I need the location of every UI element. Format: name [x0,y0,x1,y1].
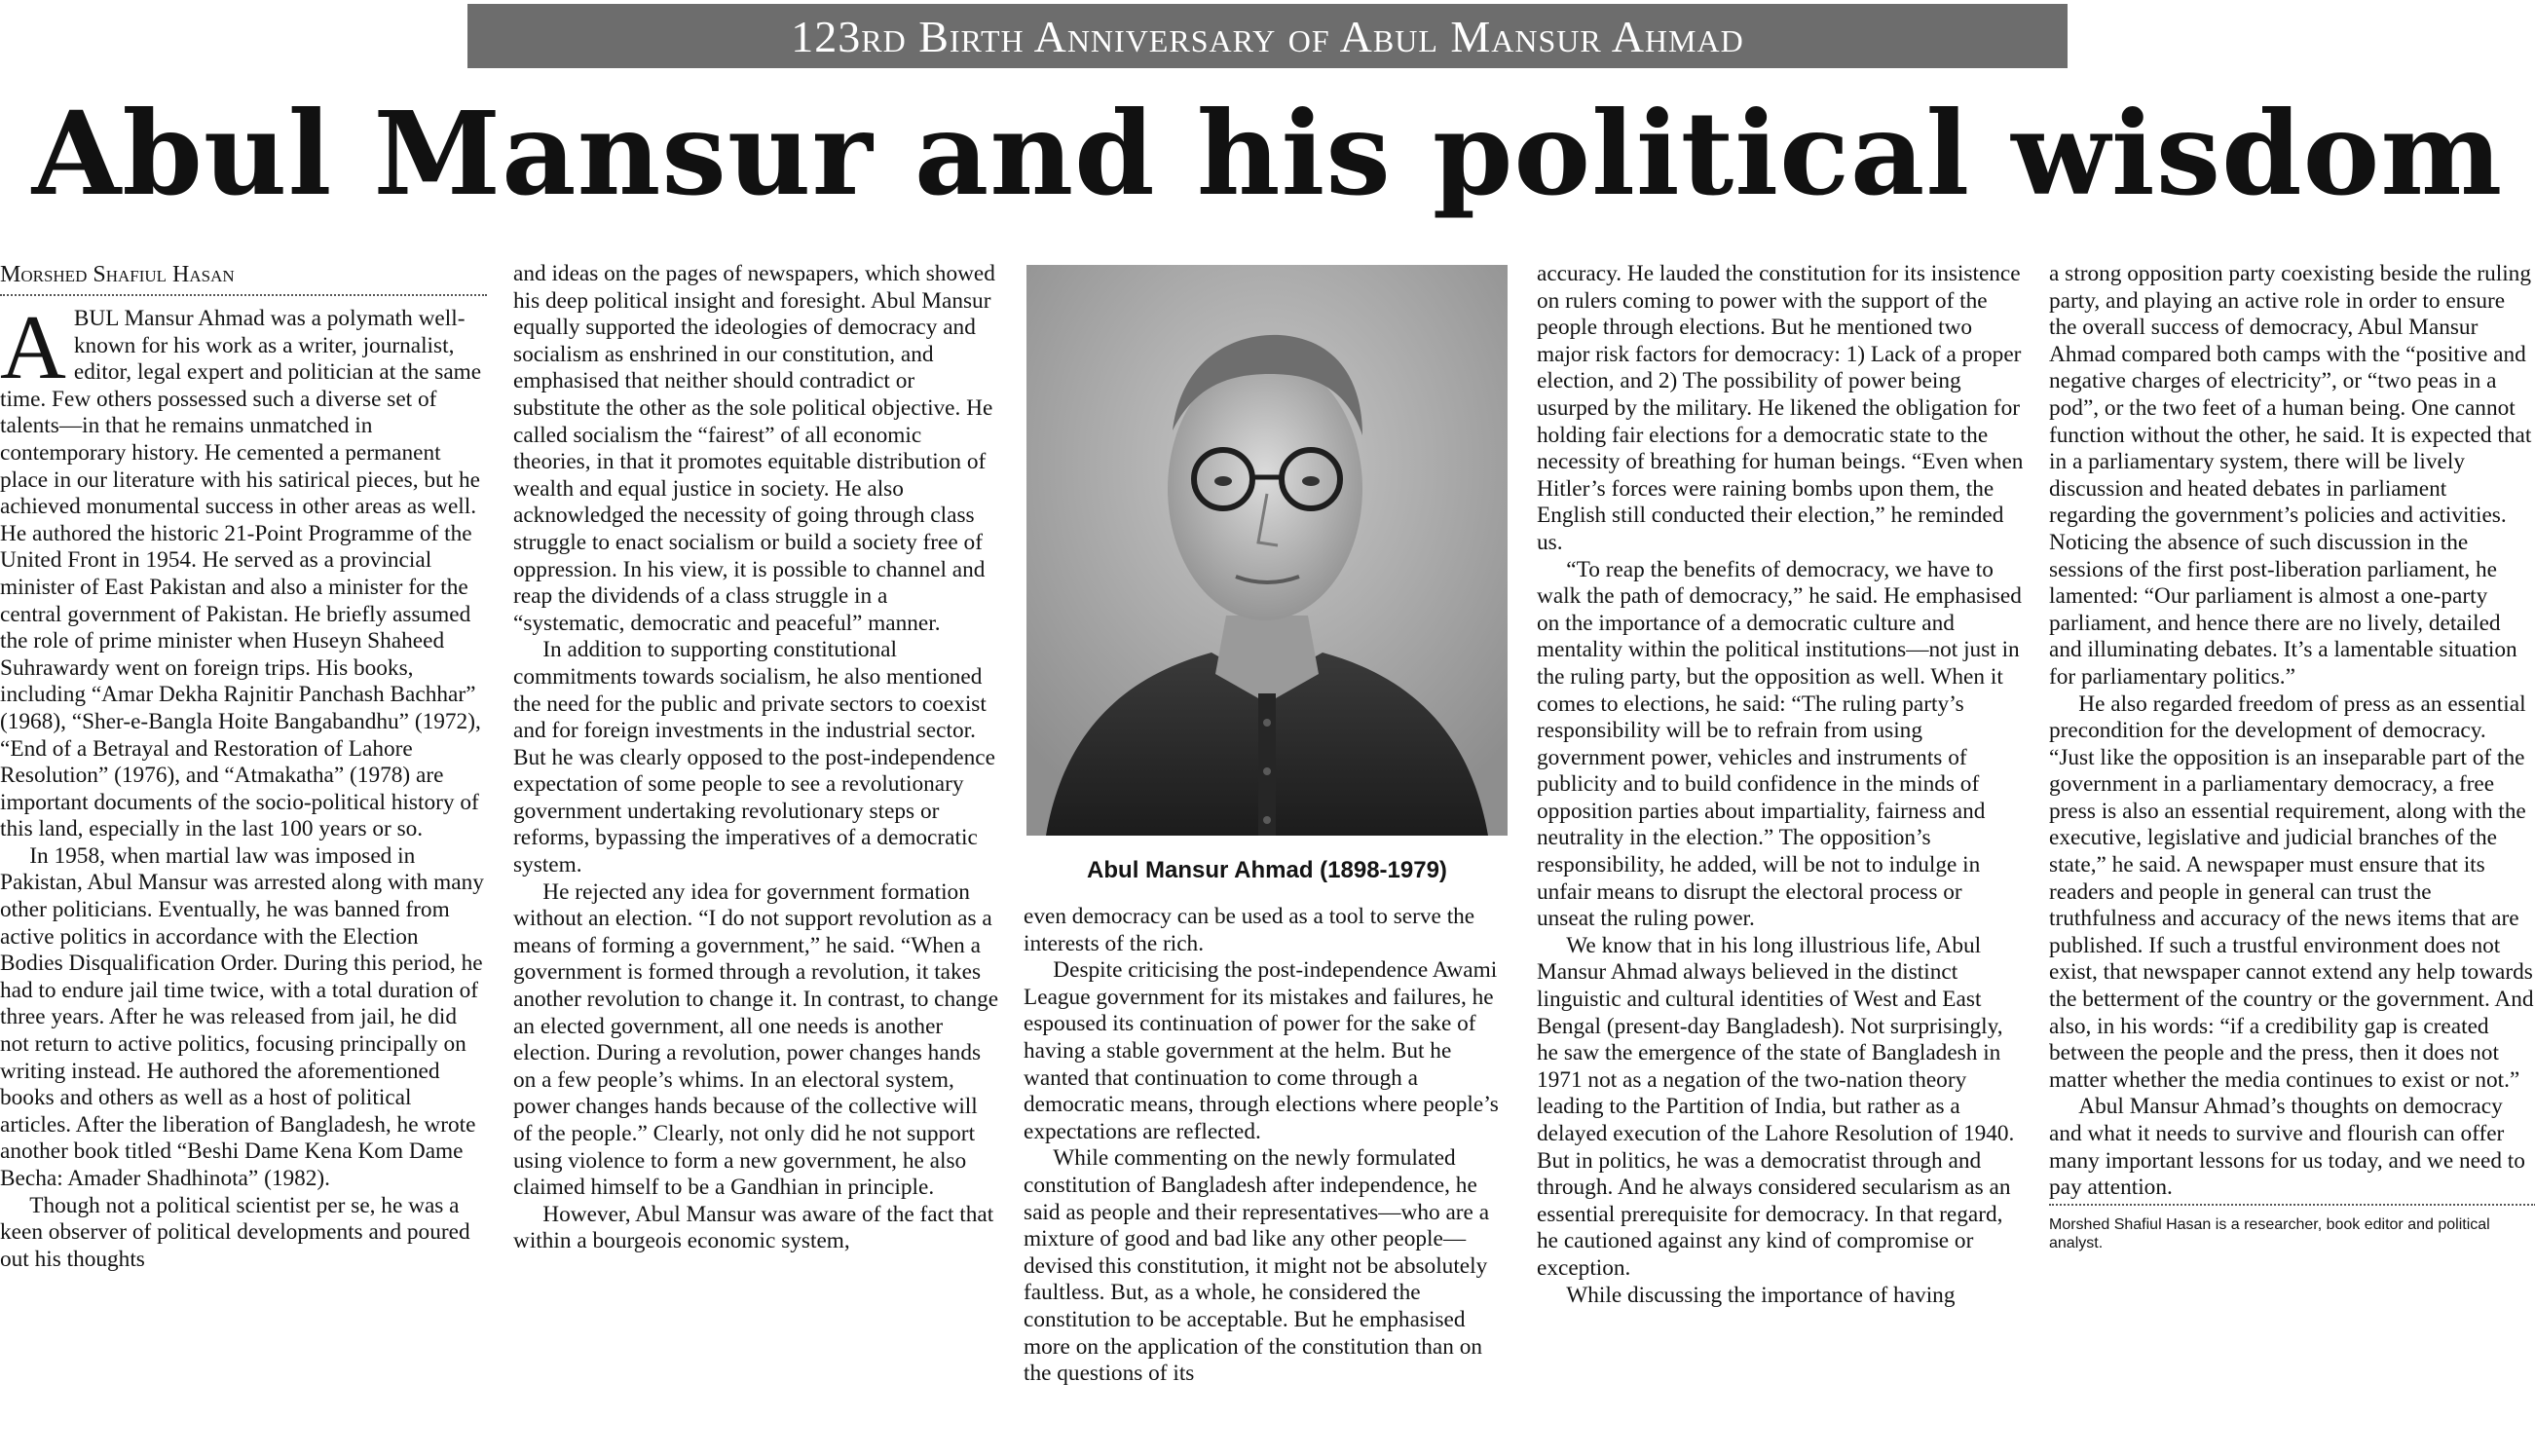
article-paragraph: Abul Mansur Ahmad’s thoughts on democracy and what it needs to survive and flourish can offer many important lessons for us today, and we need to pay attention. [2049,1094,2525,1201]
article-paragraph: While commenting on the newly formulated constitution of Bangladesh after independence, he said as people and their representatives—who are a mixture of good and bad like any other people—devised this constitution, it might not be absolutely faultless. But, as a whole, he considered the constitution to be acceptable. But he emphasised more on the application of the constitution than on the questions of its [1024,1145,1490,1387]
article-column-5 [2049,261,2535,1451]
footnote-divider [2049,1204,2535,1206]
article-paragraph: But he was clearly opposed to the post-independence expectation of some people to see a revolutionary government undertaking revolutionary steps or reforms, bypassing the imperatives of a democratic system. [513,744,995,878]
article-paragraph: In addition to supporting constitutional commitments towards socialism, he also mentioned the need for the public and private sectors to coexist and for foreign investments in the industrial sector. [513,637,987,744]
article-paragraph: accuracy. He lauded the constitution for its insistence on rulers coming to power with the support of the people through elections. But he mentioned two major risk factors for democracy: 1) Lack of a proper election, and 2) The possibility of power being usurped by the military. He likened the obligation for holding fair elections for a democratic state to the necessity of breathing for human beings. “Even when Hitler’s forces were raining bombs upon them, the English still conducted their election,” he reminded us. [1537,261,2024,555]
section-banner: 123rd Birth Anniversary of Abul Mansur Ahmad [467,4,2068,68]
photo-caption: Abul Mansur Ahmad (1898-1979) [1087,857,1447,883]
byline: Morshed Shafiul Hasan [0,262,235,287]
article-paragraph: However, Abul Mansur was aware of the fact that within a bourgeois economic system, [513,1201,994,1254]
article-paragraph: Though not a political scientist per se, he was a keen observer of political developments and poured out his thoughts [0,1192,470,1272]
article-paragraph: and ideas on the pages of newspapers, which showed his deep political insight and foresight. Abul Mansur equally supported the ideologies of democracy and socialism as enshrined in our constitution, and emphasised that neither should contradict or substitute the other as the sole political objective. He called socialism the “fairest” of all economic theories, in that it promotes equitable distribution of wealth and equal justice in society. He also acknowledged the necessity of going through class struggle to enact socialism or build a society free of oppression. In his view, it is possible to channel and reap the dividends of a class struggle in a “systematic, democratic and peaceful” manner. [513,261,995,636]
paragraph-text: BUL Mansur Ahmad was a polymath well-known for his work as a writer, journalist, editor, legal expert and politician at the same time. Few others possessed such a diverse set of talents—in that he remains unmatched in contemporary history. He cemented a permanent place in our literature with his satirical pieces, but he achieved monumental success in other areas as well. He authored the historic 21-Point Programme of the United Front in 1954. He served as a provincial minister of East Pakistan and also a minister for the central government of Pakistan. He briefly assumed the role of prime minister when Huseyn Shaheed Suhrawardy went on foreign trips. His books, including “Amar Dekha Rajnitir Panchash Bachhar” (1968), “Sher-e-Bangla Hoite Bangabandhu” (1972), “End of a Betrayal and Restoration of Lahore Resolution” (1976), and “Atmakatha” (1978) are important documents of the socio-political history of this land, especially in the last 100 years or so. [0,306,482,842]
article-column-1 [0,261,487,1451]
article-column-2 [513,261,1000,1451]
article-paragraph: While discussing the importance of having [1566,1282,1956,1308]
article-paragraph [0,297,487,843]
article-paragraph: In 1958, when martial law was imposed in Pakistan, Abul Mansur was arrested along with many other politicians. Eventually, he was banned from active politics in accordance with the Election Bodies Disqualification Order. During this period, he had to endure jail time twice, with a total duration of three years. After he was released from jail, he did not return to active politics, focusing principally on writing instead. He authored the aforementioned books and others as well as a host of political articles. After the liberation of Bangladesh, he wrote another book titled “Beshi Dame Kena Kom Dame Becha: Amader Shadhinota” (1982). [0,842,484,1191]
article-paragraph: We know that in his long illustrious life, Abul Mansur Ahmad always believed in the distinct linguistic and cultural identities of West and East Bengal (present-day Bangladesh). Not surprisingly, he saw the emergence of the state of Bangladesh in 1971 not as a negation of the two-nation theory leading to the Partition of India, but rather as a delayed execution of the Lahore Resolution of 1940. But in politics, he was a democratist through and through. And he always considered secularism as an essential prerequisite for democracy. In that regard, he cautioned against any kind of compromise or exception. [1537,932,2015,1281]
article-paragraph: “To reap the benefits of democracy, we have to walk the path of democracy,” he said. He emphasised on the importance of a democratic culture and mentality within the political institutions—not just in the ruling party, but the opposition as well. When it comes to elections, he said: “The ruling party’s responsibility will be to refrain from using government power, vehicles and instruments of publicity and to build confidence in the minds of opposition parties about impartiality, fairness and neutrality in the election.” The opposition’s responsibility, he added, will be not to indulge in unfair means to disrupt the electoral process or unseat the ruling power. [1537,556,2022,932]
article-column-3 [1024,904,1509,1451]
article-paragraph: He rejected any idea for government formation without an election. “I do not support revolution as a means of forming a government,” he said. “When a government is formed through a revolution, it takes another revolution to change it. In contrast, to change an elected government, all one needs is another election. During a revolution, power changes hands on a few people’s whims. In an electoral system, power changes hands because of the collective will of the people.” Clearly, not only did he not support using violence to form a new government, he also claimed himself to be a Gandhian in principle. [513,878,999,1201]
portrait-photo [1026,265,1508,836]
article-headline: Abul Mansur and his political wisdom [31,86,2504,221]
drop-cap: A [0,297,66,398]
article-paragraph: Despite criticising the post-independence Awami League government for its mistakes and failures, he espoused its continuation of power for the sake of having a stable government at the helm. But he wanted that continuation to come through a democratic means, through elections where people’s expectations are reflected. [1024,957,1499,1144]
article-paragraph: He also regarded freedom of press as an essential precondition for the development of democracy. “Just like the opposition is an inseparable part of the government in a parliamentary democracy, a free press is also an essential requirement, along with the executive, legislative and judicial branches of the state,” he said. A newspaper must ensure that its readers and people in general can trust the truthfulness and accuracy of the news items that are published. If such a trustful environment does not exist, that newspaper cannot extend any help towards the betterment of the country or the government. And also, in his words: “if a credibility gap is created between the people and the press, then it does not matter whether the media continues to exist or not.” [2049,691,2534,1093]
article-paragraph: a strong opposition party coexisting beside the ruling party, and playing an active role in order to ensure the overall success of democracy, Abul Mansur Ahmad compared both camps with the “positive and negative charges of electricity”, or “two peas in a pod”, or the two feet of a human being. One cannot function without the other, he said. It is expected that in a parliamentary system, there will be lively discussion and heated debates in parliament regarding the government’s policies and activities. Noticing the absence of such discussion in the sessions of the first post-liberation parliament, he lamented: “Our parliament is almost a one-party parliament, and hence there are no lively, detailed and illuminating debates. It’s a lamentable situation for parliamentary politics.” [2049,261,2532,690]
article-column-4 [1537,261,2024,1451]
portrait-illustration [1026,265,1508,836]
byline-divider [0,294,487,296]
author-footnote: Morshed Shafiul Hasan is a researcher, book editor and political analyst. [2049,1215,2490,1251]
article-paragraph: even democracy can be used as a tool to serve the interests of the rich. [1024,904,1475,956]
